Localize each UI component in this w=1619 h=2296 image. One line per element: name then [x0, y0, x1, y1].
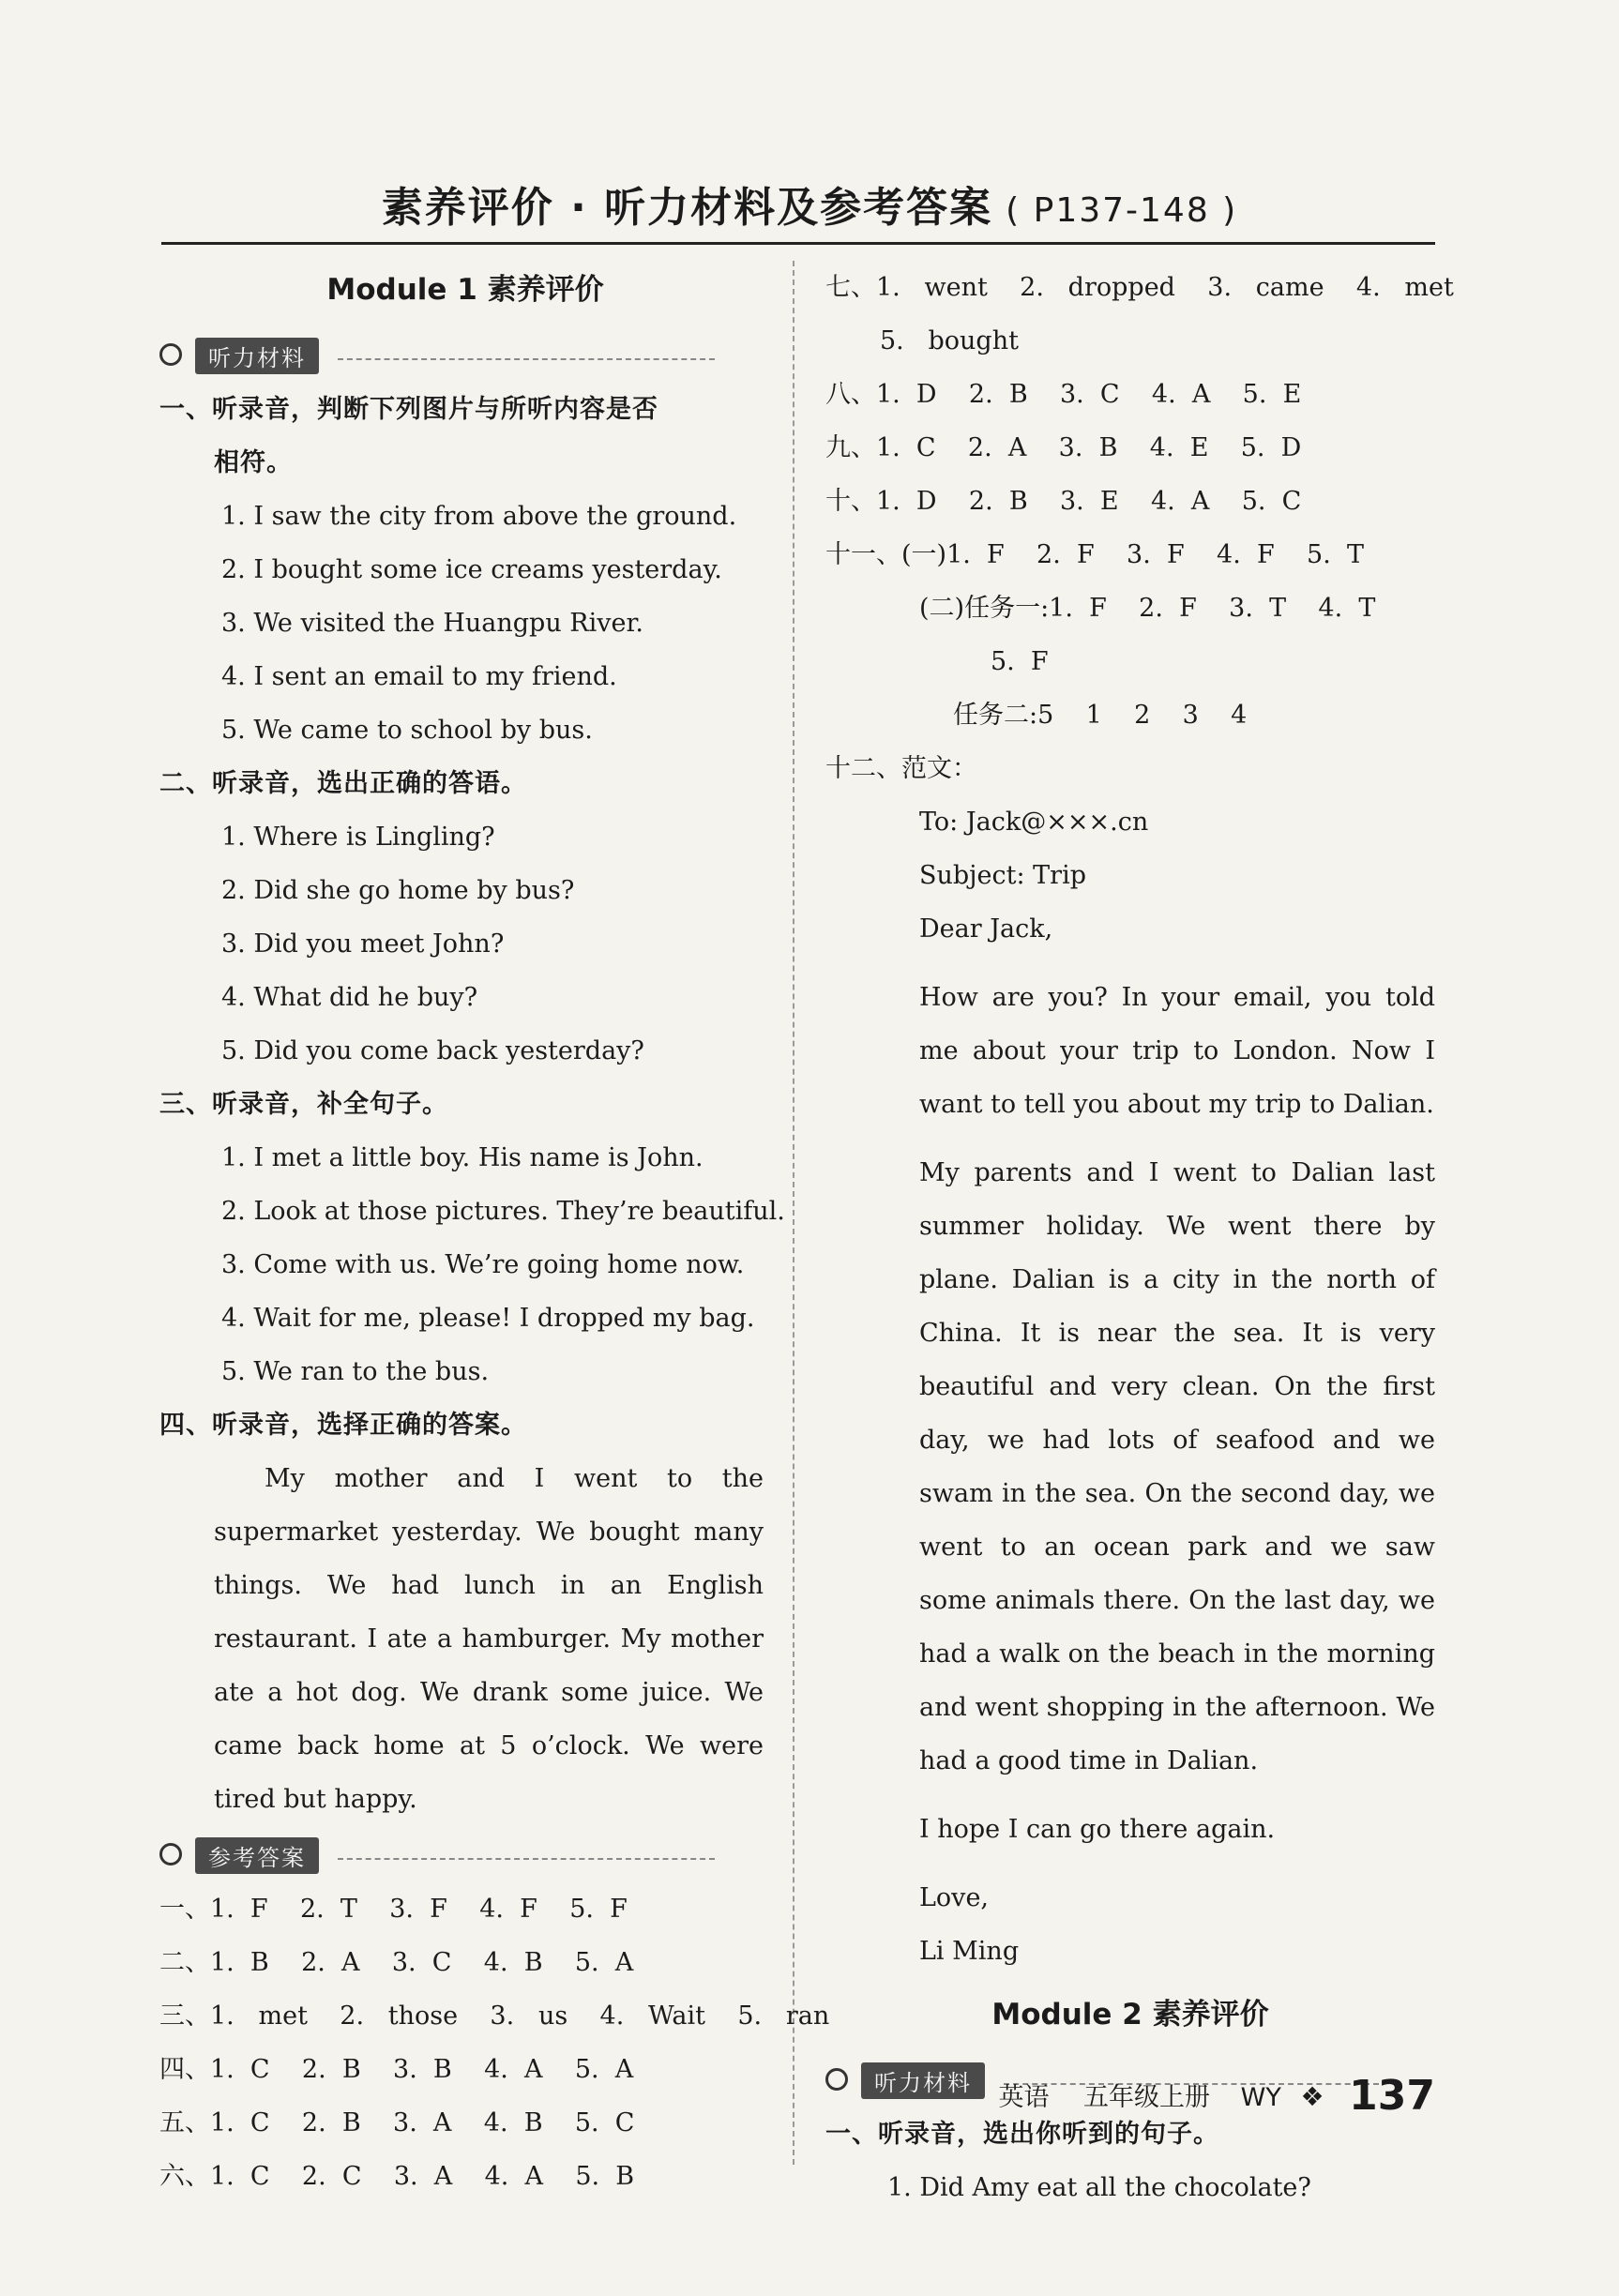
email-signature: Li Ming	[919, 1937, 1020, 1966]
q3-title: 三、听录音，补全句子。	[159, 1090, 448, 1119]
answer-icon	[159, 1843, 182, 1866]
answer-row-11-task1-cont: 5. F	[991, 647, 1049, 676]
page-title	[0, 174, 1619, 234]
q2-item: 2. Did she go home by bus?	[221, 876, 575, 905]
q3-item: 1. I met a little boy. His name is John.	[221, 1143, 704, 1172]
answer-row-7: 七、1. went 2. dropped 3. came 4. met	[825, 273, 1454, 302]
email-closing: Love,	[919, 1883, 989, 1912]
title-rule	[161, 242, 1435, 245]
answer-row: 三、1. met 2. those 3. us 4. Wait 5. ran	[159, 2001, 830, 2031]
footer-subject: 英语	[998, 2083, 1050, 2112]
page-footer	[998, 2068, 1435, 2124]
answer-row-11: 十一、(一)1. F 2. F 3. F 4. F 5. T	[825, 540, 1364, 569]
answers-section-header	[159, 1826, 771, 1882]
dashed-rule	[338, 358, 715, 360]
answer-row-11-task1: (二)任务一:1. F 2. F 3. T 4. T	[919, 594, 1376, 623]
answer-row: 四、1. C 2. B 3. B 4. A 5. A	[159, 2055, 634, 2084]
email-paragraph-1: How are you? In your email, you told me about your trip to London. Now I want to tell you about my trip to Dalian.	[919, 983, 1435, 1119]
email-to: To: Jack@×××.cn	[919, 808, 1149, 837]
answers-tag: 参考答案	[195, 1837, 319, 1874]
page-number: 137	[1349, 2072, 1435, 2120]
left-column	[159, 253, 830, 2203]
headphones-icon	[825, 2068, 848, 2091]
email-subject: Subject: Trip	[919, 861, 1087, 890]
module-2-title: Module 2 素养评价	[991, 1998, 1269, 2032]
page-title-text: 素养评价 · 听力材料及参考答案	[381, 184, 993, 232]
q1-item: 3. We visited the Huangpu River.	[221, 609, 644, 638]
email-paragraph-3: I hope I can go there again.	[919, 1815, 1276, 1844]
page-range: ( P137-148 )	[1006, 191, 1238, 230]
q3-item: 4. Wait for me, please! I dropped my bag.	[221, 1304, 755, 1333]
footer-grade: 五年级上册	[1083, 2083, 1211, 2112]
answer-row: 二、1. B 2. A 3. C 4. B 5. A	[159, 1948, 634, 1977]
q2-title: 二、听录音，选出正确的答语。	[159, 769, 527, 798]
answer-row-10: 十、1. D 2. B 3. E 4. A 5. C	[825, 487, 1302, 516]
answer-row-9: 九、1. C 2. A 3. B 4. E 5. D	[825, 433, 1302, 462]
q1-title-cont: 相符。	[214, 448, 293, 477]
answer-row: 六、1. C 2. C 3. A 4. A 5. B	[159, 2162, 635, 2191]
answer-row-8: 八、1. D 2. B 3. C 4. A 5. E	[825, 380, 1302, 409]
m2-q1-item: 1. Did Amy eat all the chocolate?	[887, 2173, 1311, 2202]
q4-title: 四、听录音，选择正确的答案。	[159, 1411, 527, 1440]
answer-row-11-task2: 任务二:5 1 2 3 4	[953, 701, 1248, 730]
answer-row-12-title: 十二、范文：	[825, 754, 977, 783]
q1-item: 4. I sent an email to my friend.	[221, 662, 617, 691]
module-1-title: Module 1 素养评价	[326, 273, 604, 307]
q2-item: 3. Did you meet John?	[221, 929, 505, 959]
answer-row: 五、1. C 2. B 3. A 4. B 5. C	[159, 2108, 635, 2137]
answer-row-7-cont: 5. bought	[880, 326, 1019, 355]
diamond-icon: ❖	[1300, 2081, 1324, 2112]
q3-item: 5. We ran to the bus.	[221, 1357, 490, 1386]
answer-row: 一、1. F 2. T 3. F 4. F 5. F	[159, 1895, 628, 1924]
q4-passage: My mother and I went to the supermarket yesterday. We bought many things. We had lunch in an English restaurant. I ate a hamburger. My mother ate a hot dog. We drank some juice. We came back home at 5 o’clock. We were tired but happy.	[214, 1464, 764, 1814]
q2-item: 1. Where is Lingling?	[221, 823, 495, 852]
right-column	[825, 253, 1454, 2214]
q1-item: 2. I bought some ice creams yesterday.	[221, 555, 722, 584]
q1-item: 5. We came to school by bus.	[221, 716, 593, 745]
q1-title: 一、听录音，判断下列图片与所听内容是否	[159, 395, 658, 424]
q1-item: 1. I saw the city from above the ground.	[221, 502, 737, 531]
email-greeting: Dear Jack,	[919, 914, 1053, 944]
email-paragraph-2: My parents and I went to Dalian last summer holiday. We went there by plane. Dalian is a city in the north of China. It is near the sea. It is very beautiful and very clean. On the first day, we had lots of seafood and we swam in the sea. On the second day, we went to an ocean park and we saw some animals there. On the last day, we had a walk on the beach in the morning and went shopping in the afternoon. We had a good time in Dalian.	[919, 1158, 1435, 1775]
m2-q1-title: 一、听录音，选出你听到的句子。	[825, 2120, 1219, 2149]
column-divider	[793, 261, 794, 2165]
q3-item: 3. Come with us. We’re going home now.	[221, 1250, 745, 1279]
q3-item: 2. Look at those pictures. They’re beautiful.	[221, 1197, 785, 1226]
q2-item: 5. Did you come back yesterday?	[221, 1036, 644, 1065]
footer-edition: WY	[1240, 2083, 1281, 2112]
q2-item: 4. What did he buy?	[221, 983, 478, 1012]
listening-tag-2: 听力材料	[861, 2062, 985, 2099]
dashed-rule	[338, 1858, 715, 1860]
headphones-icon	[159, 343, 182, 366]
listening-tag: 听力材料	[195, 338, 319, 374]
listening-section-header	[159, 326, 771, 383]
